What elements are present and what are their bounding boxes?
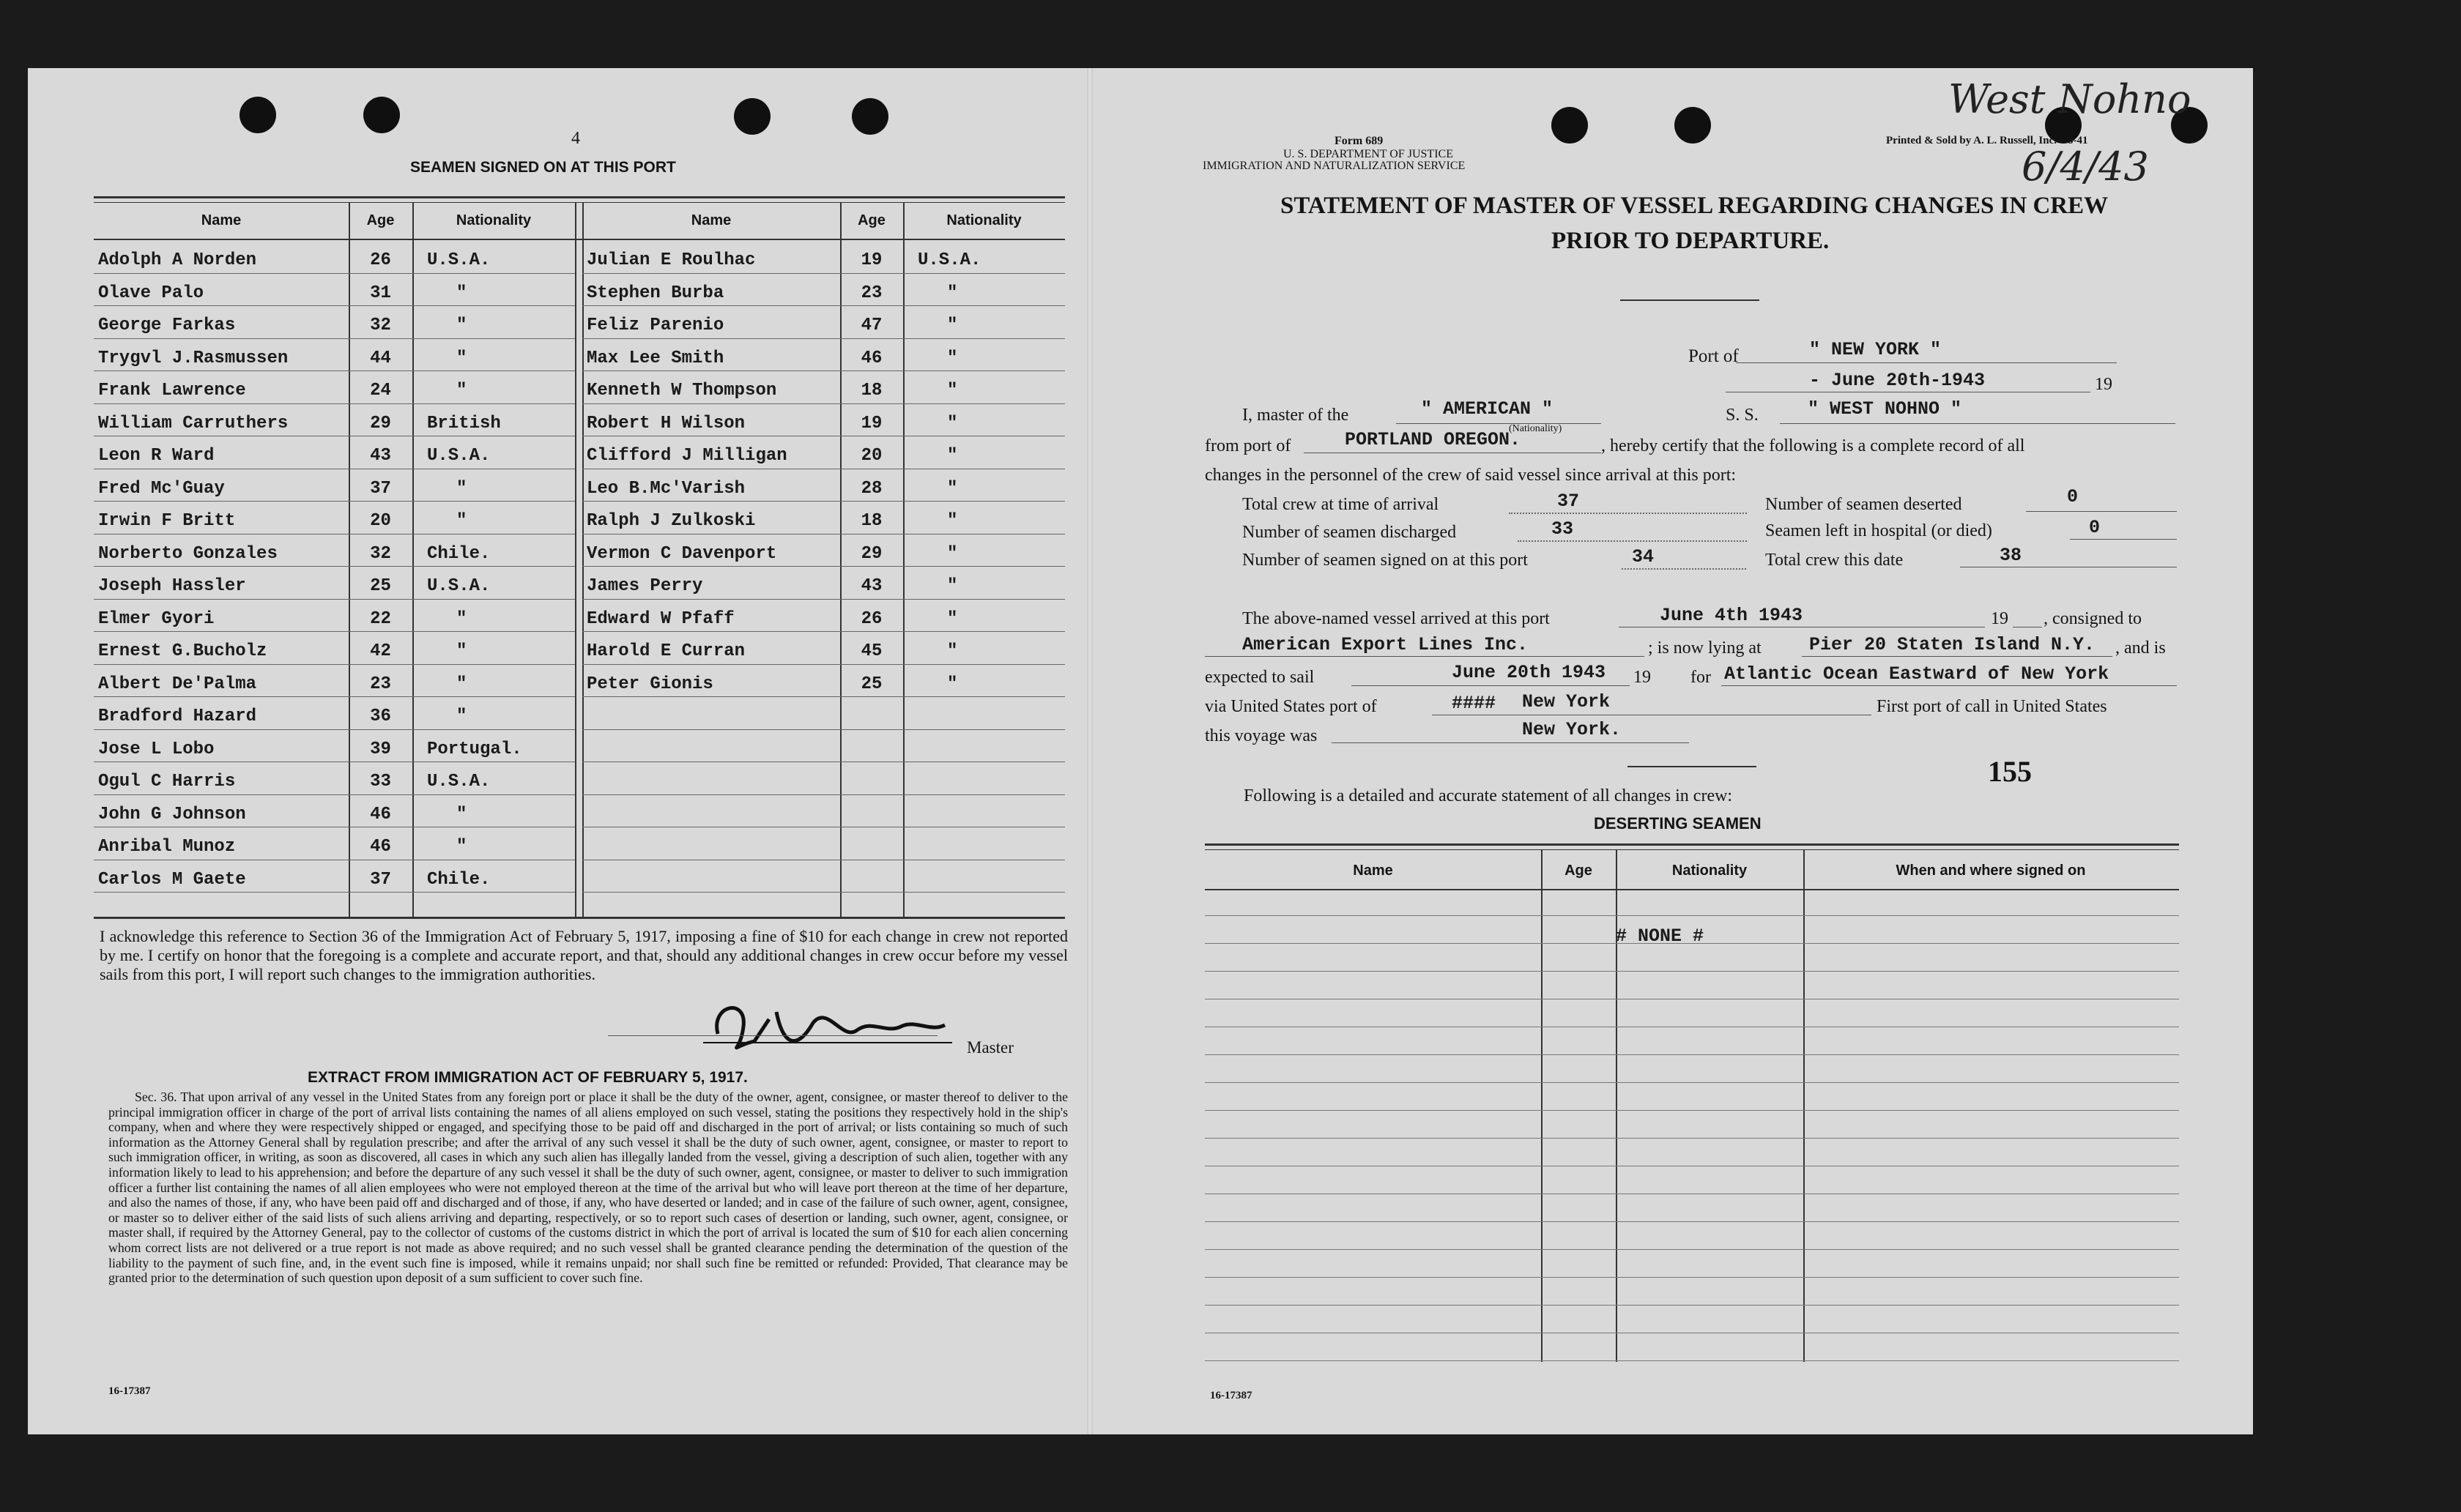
- row-rule: [94, 794, 575, 795]
- row-age: 42: [370, 641, 391, 661]
- row-rule: [94, 566, 575, 567]
- row-nat: ": [947, 381, 958, 401]
- row-name: Leo B.Mc'Varish: [587, 478, 746, 499]
- for-value: Atlantic Ocean Eastward of New York: [1724, 663, 2109, 685]
- row-nat: ": [456, 478, 467, 499]
- deserting-title: DESERTING SEAMEN: [1594, 814, 1762, 833]
- col-age: Age: [366, 212, 395, 228]
- row-age: 20: [861, 446, 883, 466]
- row-nat: ": [456, 381, 467, 401]
- table-rule: [94, 239, 1065, 240]
- field-line: [2070, 539, 2177, 540]
- row-age: 46: [861, 348, 883, 368]
- row-rule: [582, 729, 1065, 730]
- row-age: 39: [370, 739, 391, 759]
- row-name: Norberto Gonzales: [98, 543, 278, 564]
- row-rule: [582, 305, 1065, 306]
- row-name: James Perry: [587, 576, 703, 596]
- row-age: 46: [370, 804, 391, 824]
- for-label: for: [1690, 668, 1711, 687]
- punch-hole: [1674, 107, 1711, 144]
- row-age: 22: [370, 608, 391, 629]
- row-name: Trygvl J.Rasmussen: [98, 348, 289, 368]
- right-page: [1090, 68, 2253, 1434]
- row-age: 25: [861, 674, 883, 694]
- following-text: Following is a detailed and accurate statement of all changes in crew:: [1244, 786, 1733, 805]
- row-age: 32: [370, 543, 391, 564]
- row-name: Harold E Curran: [587, 641, 746, 661]
- signature-line: [608, 1035, 938, 1036]
- row-name: Robert H Wilson: [587, 413, 746, 433]
- col-age: Age: [858, 212, 886, 228]
- row-name: Clifford J Milligan: [587, 446, 787, 466]
- ss-value: " WEST NOHNO ": [1808, 398, 1962, 420]
- row-age: 29: [370, 413, 391, 433]
- row-name: Albert De'Palma: [98, 674, 257, 694]
- form-title-line1: STATEMENT OF MASTER OF VESSEL REGARDING CHANGES IN CREW: [1280, 193, 2109, 219]
- expected-value: June 20th 1943: [1452, 662, 1606, 683]
- row-rule: [582, 501, 1065, 502]
- row-name: John G Johnson: [98, 804, 246, 824]
- row-nat: ": [947, 576, 958, 596]
- row-nat: ": [947, 674, 958, 694]
- seamen-deserted-value: 0: [2067, 486, 2079, 507]
- field-line: [1622, 568, 1746, 570]
- row-rule: [1205, 1193, 2179, 1194]
- row-nat: U.S.A.: [427, 576, 491, 596]
- date-value: - June 20th-1943: [1809, 370, 1986, 391]
- row-name: Feliz Parenio: [587, 316, 724, 335]
- row-age: 45: [861, 641, 883, 661]
- row-rule: [94, 761, 575, 762]
- row-rule: [1205, 1305, 2179, 1306]
- row-nat: ": [947, 446, 958, 466]
- seamen-hospital-label: Seamen left in hospital (or died): [1765, 521, 1992, 540]
- row-nat: ": [947, 478, 958, 499]
- nationality-hint: (Nationality): [1509, 423, 1562, 434]
- table-rule: [1205, 843, 2179, 846]
- table-rule: [94, 196, 1065, 198]
- row-rule: [1205, 971, 2179, 972]
- field-line: [2026, 511, 2177, 512]
- row-rule: [1205, 1110, 2179, 1111]
- row-rule: [94, 370, 575, 371]
- row-name: Bradford Hazard: [98, 707, 257, 726]
- row-name: Ernest G.Bucholz: [98, 641, 267, 661]
- row-age: 37: [370, 869, 391, 890]
- punch-hole: [852, 98, 888, 135]
- row-nat: ": [456, 641, 467, 661]
- row-age: 32: [370, 316, 391, 335]
- total-crew-date-value: 38: [2000, 545, 2022, 566]
- row-rule: [94, 501, 575, 502]
- row-nat: ": [456, 674, 467, 694]
- row-nat: ": [456, 348, 467, 368]
- row-rule: [94, 892, 575, 893]
- row-name: Adolph A Norden: [98, 250, 257, 270]
- row-rule: [582, 273, 1065, 274]
- row-nat: ": [947, 413, 958, 433]
- field-line: [1396, 423, 1601, 424]
- row-rule: [94, 403, 575, 404]
- row-rule: [1205, 1360, 2179, 1361]
- row-rule: [94, 631, 575, 632]
- footer-code: 16-17387: [108, 1385, 151, 1397]
- row-age: 46: [370, 837, 391, 857]
- arrived-value: June 4th 1943: [1660, 605, 1803, 626]
- form-title-line2: PRIOR TO DEPARTURE.: [1551, 228, 1830, 254]
- seamen-signed-value: 34: [1632, 546, 1655, 567]
- row-age: 28: [861, 478, 883, 499]
- total-crew-arrival-value: 37: [1557, 491, 1580, 512]
- row-name: Elmer Gyori: [98, 608, 215, 629]
- table-rule: [94, 917, 1065, 919]
- row-rule: [94, 338, 575, 339]
- row-age: 33: [370, 772, 391, 792]
- from-port-value: PORTLAND OREGON.: [1345, 429, 1521, 450]
- nationality-value: " AMERICAN ": [1421, 398, 1554, 420]
- row-rule: [582, 631, 1065, 632]
- row-name: Ogul C Harris: [98, 772, 236, 792]
- row-rule: [582, 664, 1065, 665]
- department: U. S. DEPARTMENT OF JUSTICE: [1283, 148, 1453, 160]
- row-age: 24: [370, 381, 391, 401]
- col-name: Name: [691, 212, 732, 228]
- lying-value: Pier 20 Staten Island N.Y.: [1809, 634, 2096, 655]
- year-suffix: 19: [1991, 609, 2008, 628]
- field-line: [1518, 540, 1747, 542]
- row-age: 26: [370, 250, 391, 270]
- row-name: William Carruthers: [98, 413, 289, 433]
- via-value: New York: [1522, 691, 1611, 712]
- field-line: [1802, 656, 2112, 657]
- row-nat: ": [456, 283, 467, 303]
- row-rule: [582, 892, 1065, 893]
- row-nat: ": [456, 837, 467, 857]
- from-port-label: from port of: [1205, 436, 1291, 455]
- and-is-label: , and is: [2115, 638, 2166, 658]
- col-age: Age: [1564, 863, 1592, 879]
- row-nat: ": [456, 804, 467, 824]
- row-nat: ": [947, 283, 958, 303]
- row-name: Frank Lawrence: [98, 381, 246, 401]
- service: IMMIGRATION AND NATURALIZATION SERVICE: [1203, 160, 1466, 172]
- row-rule: [1205, 1054, 2179, 1055]
- row-rule: [582, 534, 1065, 535]
- via-label: via United States port of: [1205, 697, 1377, 716]
- row-rule: [1205, 1082, 2179, 1083]
- row-name: Leon R Ward: [98, 446, 215, 466]
- row-nat: Portugal.: [427, 739, 522, 759]
- master-label: Master: [967, 1038, 1014, 1057]
- punch-hole: [363, 97, 400, 133]
- row-nat: ": [456, 707, 467, 726]
- row-nat: U.S.A.: [918, 250, 981, 270]
- row-rule: [1205, 1221, 2179, 1222]
- row-name: Olave Palo: [98, 283, 204, 303]
- table-rule: [1541, 849, 1543, 1362]
- field-line: [1780, 423, 2175, 424]
- row-nat: Chile.: [427, 543, 491, 564]
- row-nat: ": [947, 316, 958, 335]
- field-line: [1721, 685, 2177, 686]
- row-rule: [582, 370, 1065, 371]
- year-suffix: 19: [1633, 668, 1651, 687]
- consignee-value: American Export Lines Inc.: [1242, 634, 1529, 655]
- table-rule: [412, 202, 414, 917]
- field-line: [1509, 513, 1747, 514]
- extract-title: EXTRACT FROM IMMIGRATION ACT OF FEBRUARY 5, 1917.: [308, 1069, 748, 1086]
- seamen-discharged-value: 33: [1551, 518, 1574, 540]
- row-name: Stephen Burba: [587, 283, 724, 303]
- consigned-label: , consigned to: [2044, 609, 2142, 628]
- col-nationality: Nationality: [1671, 863, 1748, 879]
- table-rule: [1205, 889, 2179, 890]
- expected-label: expected to sail: [1205, 668, 1315, 687]
- col-nationality: Nationality: [456, 212, 532, 228]
- certify-text: , hereby certify that the following is a complete record of all: [1601, 436, 2025, 455]
- row-rule: [582, 794, 1065, 795]
- row-rule: [1205, 1138, 2179, 1139]
- field-line: [1205, 656, 1644, 657]
- voyage-label: this voyage was: [1205, 726, 1318, 745]
- seamen-discharged-label: Number of seamen discharged: [1242, 523, 1457, 542]
- arrived-label: The above-named vessel arrived at this port: [1242, 609, 1550, 628]
- page-number: 4: [571, 129, 580, 148]
- seamen-hospital-value: 0: [2089, 517, 2101, 538]
- row-age: 23: [861, 283, 883, 303]
- row-nat: British: [427, 413, 501, 433]
- row-age: 19: [861, 413, 883, 433]
- seamen-signed-label: Number of seamen signed on at this port: [1242, 551, 1528, 570]
- table-rule: [1803, 849, 1805, 1362]
- row-rule: [582, 403, 1065, 404]
- row-name: Anribal Munoz: [98, 837, 236, 857]
- row-rule: [1205, 915, 2179, 916]
- row-age: 31: [370, 283, 391, 303]
- row-name: Jose L Lobo: [98, 739, 215, 759]
- table-rule: [903, 202, 905, 917]
- row-name: Irwin F Britt: [98, 511, 236, 531]
- seamen-deserted-label: Number of seamen deserted: [1765, 495, 1962, 514]
- row-rule: [94, 729, 575, 730]
- row-nat: ": [456, 608, 467, 629]
- total-crew-date-label: Total crew this date: [1765, 551, 1904, 570]
- ss-label: S. S.: [1726, 406, 1759, 425]
- row-name: Peter Gionis: [587, 674, 713, 694]
- row-name: George Farkas: [98, 316, 236, 335]
- row-rule: [1205, 1249, 2179, 1250]
- row-rule: [94, 273, 575, 274]
- master-of-label: I, master of the: [1242, 406, 1349, 425]
- master-signature: [703, 990, 974, 1056]
- row-age: 47: [861, 316, 883, 335]
- divider: [1627, 766, 1756, 767]
- row-rule: [94, 664, 575, 665]
- row-age: 20: [370, 511, 391, 531]
- table-rule: [94, 202, 1065, 203]
- stamp-number: 155: [1988, 755, 2032, 788]
- section-title: SEAMEN SIGNED ON AT THIS PORT: [410, 159, 676, 176]
- handwritten-note: West Nohno: [1948, 76, 2191, 122]
- row-nat: ": [947, 511, 958, 531]
- row-rule: [94, 305, 575, 306]
- row-age: 19: [861, 250, 883, 270]
- row-age: 18: [861, 381, 883, 401]
- col-name: Name: [1353, 863, 1393, 879]
- divider: [1620, 299, 1759, 301]
- row-rule: [582, 696, 1065, 697]
- acknowledgement-text: I acknowledge this reference to Section 36 of the Immigration Act of February 5, 1917, imposing a fine of $10 for each change in crew not reported by me. I certify on honor that the foregoing is a complete and accurate report, and that, should any additional changes in crew occur before my vessel sails from this port, I will report such changes to the immigration authorities.: [100, 927, 1068, 983]
- row-age: 43: [370, 446, 391, 466]
- changes-text: changes in the personnel of the crew of said vessel since arrival at this port:: [1205, 466, 1737, 485]
- port-of-value: " NEW YORK ": [1809, 339, 1942, 360]
- footer-code: 16-17387: [1210, 1390, 1252, 1401]
- row-age: 18: [861, 511, 883, 531]
- year-suffix: 19: [2095, 375, 2112, 394]
- row-name: Vermon C Davenport: [587, 543, 777, 564]
- row-rule: [94, 599, 575, 600]
- row-nat: ": [947, 608, 958, 629]
- row-age: 23: [370, 674, 391, 694]
- row-age: 25: [370, 576, 391, 596]
- col-nationality: Nationality: [946, 212, 1022, 228]
- row-nat: U.S.A.: [427, 772, 491, 792]
- field-line: [1332, 742, 1689, 743]
- field-line: [1351, 685, 1630, 686]
- row-nat: ": [947, 641, 958, 661]
- row-rule: [582, 761, 1065, 762]
- printer-credit: Printed & Sold by A. L. Russell, Inc.—8-41: [1886, 135, 2088, 146]
- row-nat: ": [456, 316, 467, 335]
- row-rule: [582, 338, 1065, 339]
- punch-hole: [1551, 107, 1588, 144]
- lying-label: ; is now lying at: [1648, 638, 1762, 658]
- field-line: [1736, 362, 2117, 363]
- row-name: Carlos M Gaete: [98, 869, 246, 890]
- voyage-value: New York.: [1522, 719, 1622, 740]
- row-nat: ": [947, 348, 958, 368]
- row-name: Edward W Pfaff: [587, 608, 735, 629]
- col-when-where: When and where signed on: [1896, 863, 2086, 879]
- first-port-label: First port of call in United States: [1877, 697, 2107, 716]
- punch-hole: [734, 98, 771, 135]
- row-name: Ralph J Zulkoski: [587, 511, 756, 531]
- form-number: Form 689: [1335, 135, 1384, 147]
- row-rule: [582, 566, 1065, 567]
- deserting-none: # NONE #: [1616, 926, 1704, 947]
- row-age: 26: [861, 608, 883, 629]
- via-value-struck: ####: [1452, 693, 1496, 714]
- row-age: 36: [370, 707, 391, 726]
- extract-text: Sec. 36. That upon arrival of any vessel in the United States from any foreign port or place it shall be the duty of the owner, agent, consignee, or master thereof to deliver to the principal immigration officer in charge of the port of arrival lists containing the names of all aliens employed on such vessel, stating the positions they respectively hold in the ship's company, when and where they were respectively shipped or engaged, and specifying those to be paid off and discharged in the port of arrival; or lists containing so much of such information as the Attorney General shall by regulation prescribe; and after the arrival of any such vessel it shall be the duty of such owner, agent, consignee, or master to report to such immigration officer, in writing, as soon as discovered, all cases in which any such alien has illegally landed from the vessel, giving a description of such alien, together with any information likely to lead to his apprehension; and before the departure of any such vessel it shall be the duty of such owner, agent, consignee, or master to deliver to such immigration officer a further list containing the names of all alien employees who were not employed thereon at the time of the arrival but who will leave port thereon at the time of her departure, and also the names of those, if any, who have been paid off and discharged and of those, if any, who have deserted or landed; and in case of the failure of such owner, agent, consignee, or master so to deliver either of the said lists of such aliens arriving and departing, respectively, or so to report such cases of desertion or landing, such owner, agent, consignee, or master shall, if required by the Attorney General, pay to the collector of customs of the customs district in which the port of arrival is located the sum of $10 for each alien concerning whom correct lists are not delivered or a true report is not made as above required; and no such vessel shall be granted clearance pending the determination of the question of the liability to the payment of such fine, and, in the event such fine is imposed, while it remains unpaid; nor shall such fine be remitted or refunded: Provided, That clearance may be granted prior to the determination of such question upon deposit of a sum sufficient to cover such fine.: [108, 1090, 1068, 1286]
- total-crew-arrival-label: Total crew at time of arrival: [1242, 495, 1439, 514]
- punch-hole: [240, 97, 276, 133]
- row-rule: [582, 599, 1065, 600]
- row-name: Max Lee Smith: [587, 348, 724, 368]
- row-nat: ": [456, 511, 467, 531]
- row-age: 43: [861, 576, 883, 596]
- row-nat: U.S.A.: [427, 446, 491, 466]
- row-age: 29: [861, 543, 883, 564]
- row-age: 37: [370, 478, 391, 499]
- col-name: Name: [201, 212, 242, 228]
- table-rule: [1205, 849, 2179, 850]
- row-name: Joseph Hassler: [98, 576, 246, 596]
- handwritten-date: 6/4/43: [2022, 144, 2149, 190]
- row-rule: [94, 534, 575, 535]
- row-name: Kenneth W Thompson: [587, 381, 777, 401]
- row-name: Fred Mc'Guay: [98, 478, 225, 499]
- row-rule: [94, 696, 575, 697]
- row-age: 44: [370, 348, 391, 368]
- row-name: Julian E Roulhac: [587, 250, 756, 270]
- row-rule: [1205, 1277, 2179, 1278]
- row-nat: ": [947, 543, 958, 564]
- port-of-label: Port of: [1688, 346, 1739, 366]
- page-fold: [1087, 68, 1093, 1434]
- row-nat: Chile.: [427, 869, 491, 890]
- row-nat: U.S.A.: [427, 250, 491, 270]
